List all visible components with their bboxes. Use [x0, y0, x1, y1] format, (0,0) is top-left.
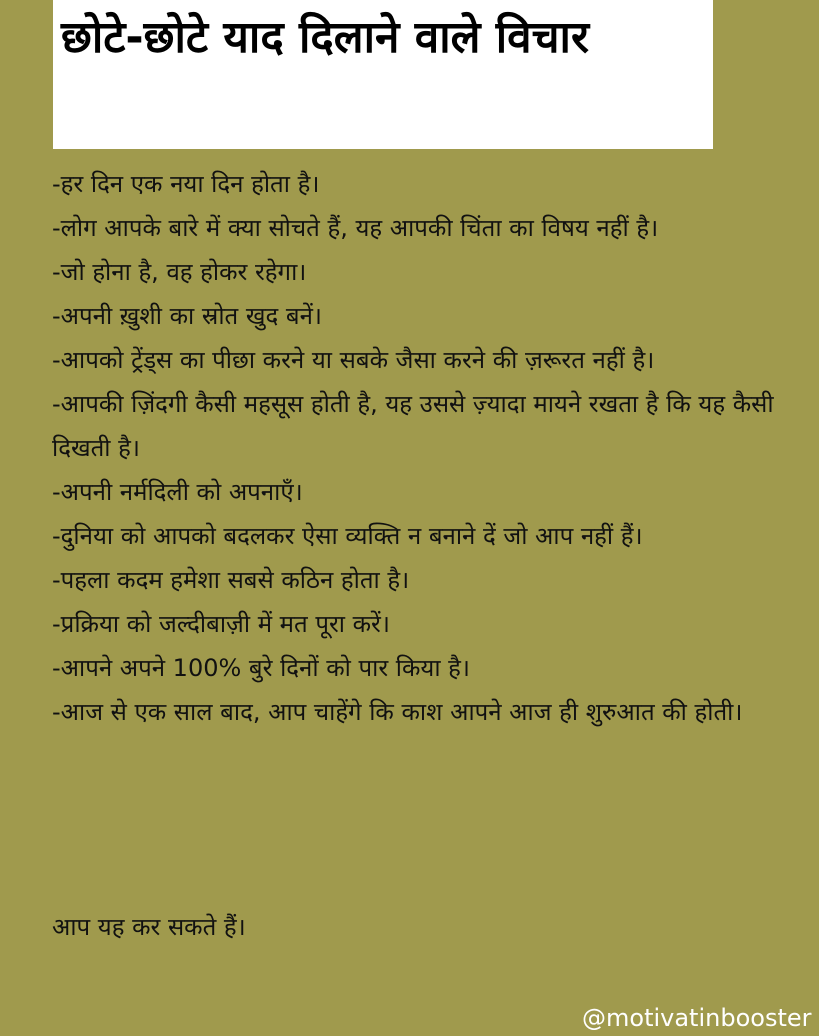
reminder-item: -जो होना है, वह होकर रहेगा।	[52, 258, 307, 286]
reminder-item: -अपनी नर्मदिली को अपनाएँ।	[52, 478, 303, 506]
reminder-list	[52, 162, 802, 734]
reminder-item: -अपनी ख़ुशी का स्रोत खुद बनें।	[52, 302, 322, 330]
title-box	[53, 0, 713, 149]
reminder-item: -दुनिया को आपको बदलकर ऐसा व्यक्ति न बनाने दें जो आप नहीं हैं।	[52, 522, 643, 550]
reminder-item: -प्रक्रिया को जल्दीबाज़ी में मत पूरा करें।	[52, 610, 390, 638]
reminder-item: -आपने अपने 100% बुरे दिनों को पार किया है।	[52, 654, 471, 682]
page-title: छोटे-छोटे याद दिलाने वाले विचार	[61, 12, 589, 63]
reminder-item: -आज से एक साल बाद, आप चाहेंगे कि काश आपने आज ही शुरुआत की होती।	[52, 698, 743, 726]
author-handle: @motivatinbooster	[582, 1004, 812, 1032]
reminder-item: -आपको ट्रेंड्स का पीछा करने या सबके जैसा करने की ज़रूरत नहीं है।	[52, 346, 655, 374]
reminder-item: -आपकी ज़िंदगी कैसी महसूस होती है, यह उससे ज़्यादा मायने रखता है कि यह कैसी दिखती है।	[52, 390, 774, 462]
reminder-item: -हर दिन एक नया दिन होता है।	[52, 170, 320, 198]
reminder-item: -पहला कदम हमेशा सबसे कठिन होता है।	[52, 566, 410, 594]
closing-line: आप यह कर सकते हैं।	[52, 913, 246, 941]
reminder-item: -लोग आपके बारे में क्या सोचते हैं, यह आपकी चिंता का विषय नहीं है।	[52, 214, 659, 242]
